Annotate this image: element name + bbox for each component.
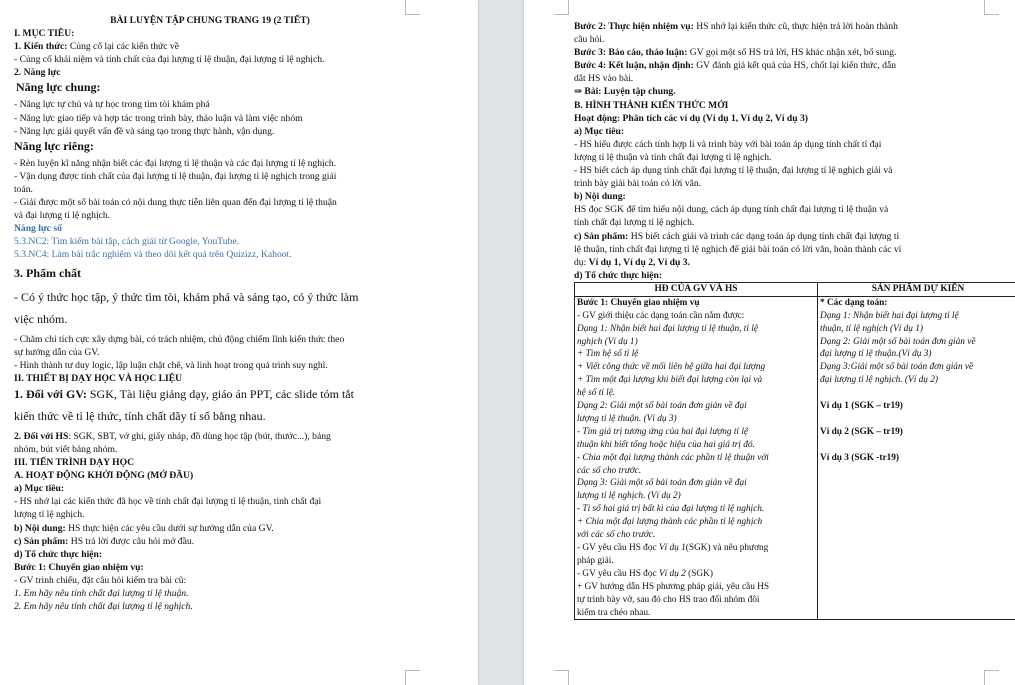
paragraph: 1. Đối với GV: SGK, Tài liệu giảng dạy, giáo án PPT, các slide tóm tắt [14,386,354,401]
crop-mark-top-left [554,0,569,15]
list-item: - Rèn luyện kĩ năng nhận biết các đại lượng tỉ lệ thuận và các đại lượng tỉ lệ nghịch. [14,157,337,169]
crop-mark-bottom-right [405,670,420,685]
section-heading: II. THIẾT BỊ DẠY HỌC VÀ HỌC LIỆU [14,372,183,384]
list-item: - HS biết cách áp dụng tính chất đại lượng tỉ lệ thuận, đại lượng tỉ lệ nghịch giải và [574,165,893,177]
page-text-left [14,14,406,613]
list-item: trình bày giải bài toán có lời văn. [574,178,702,190]
table-cell-activities: Bước 1: Chuyển giao nhiệm vụ - GV giới thiệu các dạng toán cần nắm được: Dạng 1: Nhận biết hai đại lượng tỉ lệ thuận, tỉ lệ nghịch (Ví dụ 1) + Tìm hệ số tỉ lệ + Viết công thức về mối liên hệ giữa hai đại lượng + Tìm một đại lượng khi biết đại lượng còn lại và hệ số tỉ lệ. Dạng 2: Giải một số bài toán đơn giản về đại lượng tỉ lệ thuận. (Ví dụ 3) - Tìm giá trị tương ứng của hai đại lượng tỉ lệ thuận khi biết tổng hoặc hiệu của hai giá trị đó. - Chia một đại lượng thành các phần tỉ lệ thuận với các số cho trước. Dạng 3: Giải một số bài toán đơn giản về đại lượng tỉ lệ nghịch. (Ví dụ 2) - Tỉ số hai giá trị bất kì của đại lượng tỉ lệ nghịch. + Chia một đại lượng thành các phần tỉ lệ nghịch với các số cho trước. - GV yêu cầu HS đọc Ví dụ 1(SGK) và nêu phương pháp giải. - GV yêu cầu HS đọc Ví dụ 2 (SGK) + GV hướng dẫn HS phương pháp giải, yêu cầu HS tự trình bày vở, sau đó cho HS trao đổi nhóm đôi kiểm tra chéo nhau. [575,296,818,620]
subheading: Hoạt động: Phân tích các ví dụ (Ví dụ 1, Ví dụ 2, Ví dụ 3) [574,112,808,124]
list-item: toán. [14,183,33,195]
paragraph: dụ: Ví dụ 1, Ví dụ 2, Ví dụ 3. [574,256,690,268]
subheading: Năng lực chung: [16,80,101,95]
paragraph: HS đọc SGK để tìm hiểu nội dung, cách áp dụng tính chất đại lượng tỉ lệ thuận và [574,204,889,216]
page-text-right [574,20,1004,620]
list-item: - Giải được một số bài toán có nội dung thực tiễn liên quan đến đại lượng tỉ lệ thuận [14,197,337,209]
paragraph: c) Sản phẩm: HS trả lời được câu hỏi mở đầu. [14,535,195,547]
section-heading: III. TIẾN TRÌNH DẠY HỌC [14,457,135,469]
paragraph: ⇒ Bài: Luyện tập chung. [574,86,676,98]
paragraph: nhóm, bút viết bảng nhóm. [14,443,118,455]
subheading: 3. Phẩm chất [14,265,81,280]
list-item: - Hình thành tư duy logic, lập luận chặt chẽ, và linh hoạt trong quá trình suy nghĩ. [14,359,328,371]
paragraph: - GV trình chiếu, đặt câu hỏi kiểm tra bài cũ: [14,574,187,586]
table-header: HĐ CỦA GV VÀ HS [575,282,818,296]
paragraph: lệ thuận, tính chất đại lượng tỉ lệ nghịch để giải bài toán có lời văn, hoàn thành các ví [574,243,902,255]
section-heading: B. HÌNH THÀNH KIẾN THỨC MỚI [574,99,729,111]
paragraph: 1. Kiến thức: Củng cố lại các kiến thức về [14,41,179,53]
section-heading: I. MỤC TIÊU: [14,28,75,40]
table-header: SẢN PHẨM DỰ KIẾN [818,282,1015,296]
paragraph: Bước 2: Thực hiện nhiệm vụ: HS nhớ lại kiến thức cũ, thực hiện trả lời hoàn thành [574,21,898,32]
list-item: sự hướng dẫn của GV. [14,346,100,358]
subheading: Năng lực riêng: [14,138,94,153]
question-item: 2. Em hãy nêu tính chất đại lượng tỉ lệ nghịch. [14,601,193,613]
list-item: lượng tỉ lệ thuận và tính chất đại lượng tỉ lệ nghịch. [574,151,772,163]
paragraph: - Củng cố khái niệm và tính chất của đại lượng tỉ lệ thuận, đại lượng tỉ lệ nghịch. [14,54,325,66]
subheading: d) Tổ chức thực hiện: [14,548,103,560]
list-item: và đại lượng tỉ lệ nghịch. [14,210,111,222]
list-item: - Năng lực giải quyết vấn đề và sáng tạo trong thực hành, vận dụng. [14,125,275,137]
list-item: 5.3.NC2: Tìm kiếm bài tập, cách giải từ Google, YouTube. [14,236,240,248]
question-item: 1. Em hãy nêu tính chất đại lượng tỉ lệ thuận. [14,588,189,599]
paragraph: lượng tỉ lệ nghịch. [14,509,85,521]
crop-mark-top-right [984,0,999,15]
paragraph: c) Sản phẩm: HS biết cách giải và trình các dạng toán áp dụng tính chất đại lượng tỉ [574,230,900,242]
subheading: a) Mục tiêu: [574,125,625,137]
section-heading: A. HOẠT ĐỘNG KHỞI ĐỘNG (MỞ ĐẦU) [14,470,194,482]
list-item: - Chăm chỉ tích cực xây dựng bài, có trách nhiệm, chủ động chiếm lĩnh kiến thức theo [14,333,345,345]
paragraph: b) Nội dung: HS thực hiện các yêu cầu dưới sự hướng dẫn của GV. [14,522,274,534]
paragraph: - Có ý thức học tập, ý thức tìm tòi, khám phá và sáng tạo, có ý thức làm [14,289,359,304]
document-page-left [0,0,478,685]
paragraph: Bước 4: Kết luận, nhận định: GV đánh giá kết quả của HS, chốt lại kiến thức, dẫn [574,60,897,72]
subheading: Bước 1: Chuyển giao nhiệm vụ: [14,561,144,573]
list-item: - Vận dụng được tính chất của đại lượng tỉ lệ thuận, đại lượng tỉ lệ nghịch trong giải [14,170,337,182]
subheading: 2. Năng lực [14,67,61,79]
lesson-title: BÀI LUYỆN TẬP CHUNG TRANG 19 (2 TIẾT) [110,15,310,26]
subheading: b) Nội dung: [574,191,626,203]
paragraph: việc nhóm. [14,311,68,326]
paragraph: - HS nhớ lại các kiến thức đã học về tính chất đại lượng tỉ lệ thuận, tính chất đại [14,496,322,508]
crop-mark-top-right [405,0,420,15]
paragraph: kiến thức về tỉ lệ thức, tính chất dãy tỉ số bằng nhau. [14,408,266,423]
list-item: 5.3.NC4: Làm bài trắc nghiệm và theo dõi kết quả trên Quizizz, Kahoot. [14,249,292,261]
table-row [575,296,1015,620]
paragraph: câu hỏi. [574,34,605,46]
paragraph: 2. Đối với HS: SGK, SBT, vở ghi, giấy nháp, đồ dùng học tập (bút, thước...), bảng [14,430,331,442]
paragraph: Bước 3: Báo cáo, thảo luận: GV gọi một số HS trả lời, HS khác nhận xét, bổ sung. [574,47,897,59]
table-header-row [575,282,1015,296]
list-item: - HS hiểu được cách tính hợp lí và trình bày với bài toán áp dụng tính chất tỉ đại [574,138,882,150]
paragraph: tính chất đại lượng tỉ lệ nghịch. [574,217,695,229]
subheading: d) Tổ chức thực hiện: [574,269,663,281]
document-page-right [524,0,1015,685]
subheading: Năng lực số [14,223,62,235]
paragraph: dắt HS vào bài. [574,73,634,85]
table-cell-products: * Các dạng toán: Dạng 1: Nhận biết hai đại lượng tỉ lệ thuận, tỉ lệ nghịch (Ví dụ 1) Dạng 2: Giải một số bài toán đơn giản về đại lượng tỉ lệ thuận.(Ví dụ 3) Dạng 3:Giải một số bài toán đơn giản về đại lượng tỉ lệ nghịch. (Ví dụ 2) Ví dụ 1 (SGK – tr19) Ví dụ 2 (SGK – tr19) Ví dụ 3 (SGK -tr19) [818,296,1015,620]
crop-mark-bottom-right [984,670,999,685]
activity-table [574,282,1015,621]
subheading: a) Mục tiêu: [14,483,65,495]
list-item: - Năng lực tự chủ và tự học trong tìm tòi khám phá [14,99,210,111]
list-item: - Năng lực giao tiếp và hợp tác trong trình bày, thảo luận và làm việc nhóm [14,112,303,124]
crop-mark-bottom-left [554,670,569,685]
